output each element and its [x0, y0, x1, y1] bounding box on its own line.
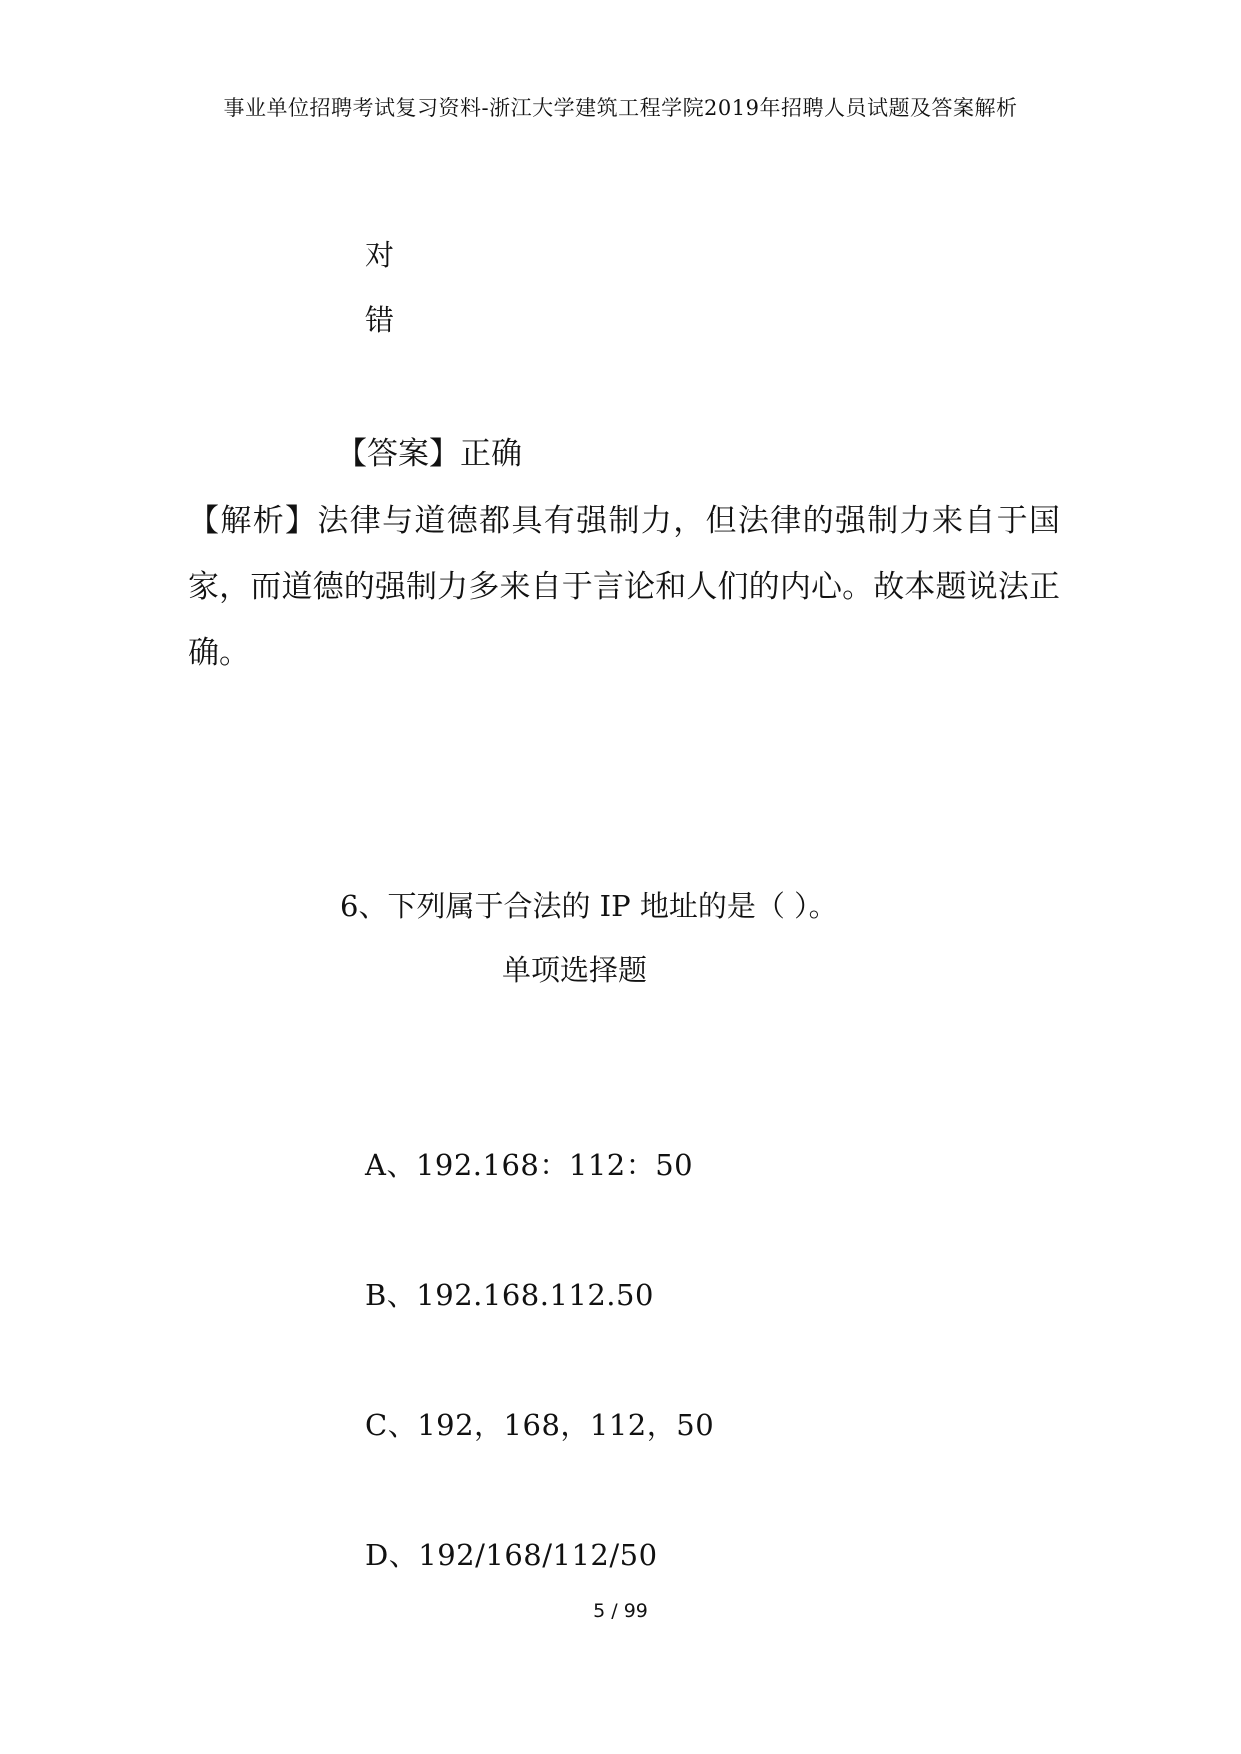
question-type-label: 单项选择题 [502, 953, 648, 987]
option-true: 对 [365, 238, 395, 272]
question-stem: 6、下列属于合法的 IP 地址的是（ ）。 [340, 889, 838, 923]
page-header-title: 事业单位招聘考试复习资料-浙江大学建筑工程学院2019年招聘人员试题及答案解析 [223, 96, 1018, 120]
choice-c: C、192，168，112，50 [365, 1408, 715, 1442]
choice-b: B、192.168.112.50 [365, 1278, 654, 1312]
page-number: 5 / 99 [593, 1600, 648, 1622]
option-false: 错 [365, 303, 395, 337]
answer-line: 【答案】正确 [336, 436, 522, 472]
choice-a: A、192.168：112：50 [365, 1148, 694, 1182]
analysis-paragraph: 【解析】法律与道德都具有强制力，但法律的强制力来自于国家，而道德的强制力多来自于言论和人们的内心。故本题说法正确。 [188, 503, 1060, 671]
choice-d: D、192/168/112/50 [365, 1538, 658, 1572]
